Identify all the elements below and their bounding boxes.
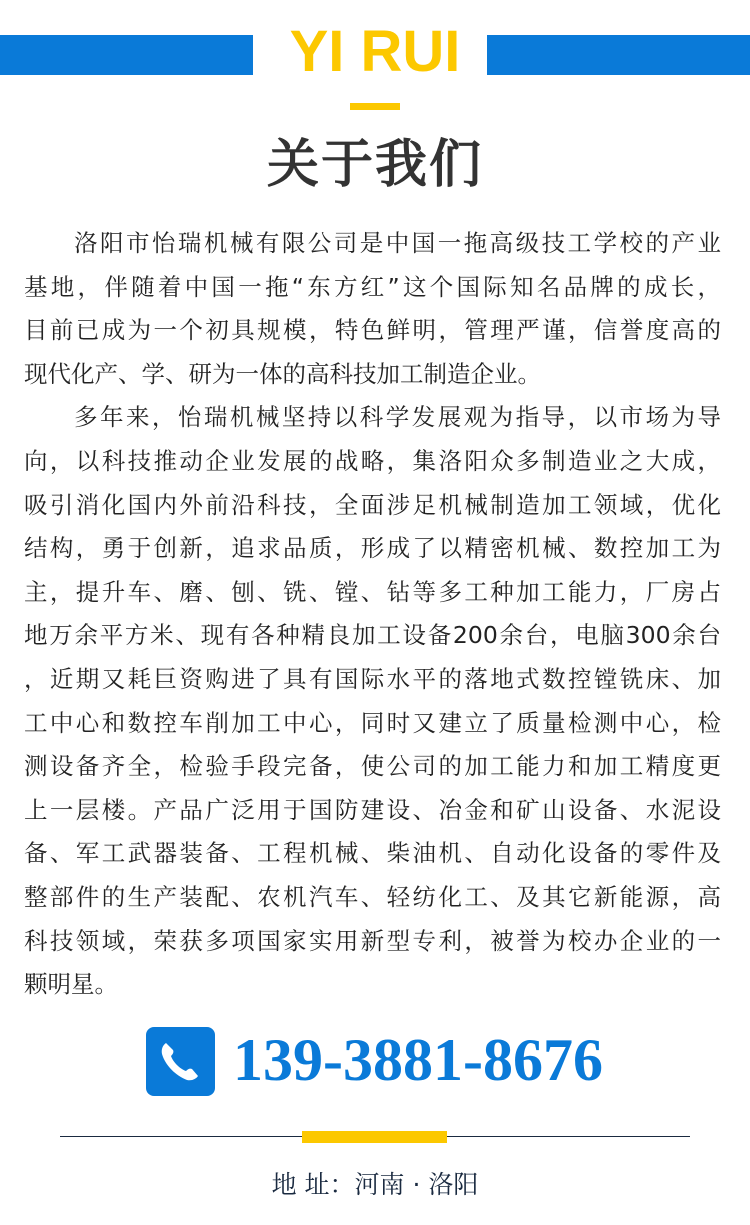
address: 地 址：河南 · 洛阳 [271,1170,479,1199]
text-line: 现代化产、学、研为一体的高科技加工制造企业。 [24,359,541,388]
text-line: 结构，勇于创新，追求品质，形成了以精密机械、数控加工为 [24,534,721,563]
brand-logo: YI RUI [289,19,461,84]
header-bar-right [487,35,750,75]
text-line: 整部件的生产装配、农机汽车、轻纺化工、及其它新能源，高 [24,883,721,911]
text-line: ，近期又耗巨资购进了具有国际水平的落地式数控镗铣床、加 [24,665,721,693]
text-line: 上一层楼。产品广泛用于国防建设、冶金和矿山设备、水泥设 [24,795,721,824]
phone-icon [146,1027,215,1096]
page-title: 关于我们 [266,135,483,195]
company-intro [24,222,721,1008]
text-line: 多年来，怡瑞机械坚持以科学发展观为指导，以市场为导 [74,403,721,432]
text-line: 备、军工武器装备、工程机械、柴油机、自动化设备的零件及 [24,839,721,868]
text-line: 吸引消化国内外前沿科技，全面涉足机械制造加工领域，优化 [24,490,721,519]
text-line: 工中心和数控车削加工中心，同时又建立了质量检测中心，检 [24,708,721,737]
text-line: 地万余平方米、现有各种精良加工设备200余台，电脑300余台 [24,621,721,650]
text-line: 洛阳市怡瑞机械有限公司是中国一拖高级技工学校的产业 [74,229,721,257]
text-line: 科技领域，荣获多项国家实用新型专利，被誉为校办企业的一 [24,926,721,955]
text-line: 目前已成为一个初具规模，特色鲜明，管理严谨，信誉度高的 [24,316,721,345]
text-line: 主，提升车、磨、刨、铣、镗、钻等多工种加工能力，厂房占 [24,577,721,606]
text-line: 颗明星。 [24,970,118,999]
phone-number: 139-3881-8676 [233,1027,603,1093]
text-line: 测设备齐全，检验手段完备，使公司的加工能力和加工精度更 [24,752,721,781]
text-line: 基地，伴随着中国一拖“东方红”这个国际知名品牌的成长， [24,272,721,301]
title-accent [350,103,400,110]
header-bar-left [0,35,253,75]
divider-accent [302,1131,447,1143]
text-line: 向，以科技推动企业发展的战略，集洛阳众多制造业之大成， [24,447,721,475]
